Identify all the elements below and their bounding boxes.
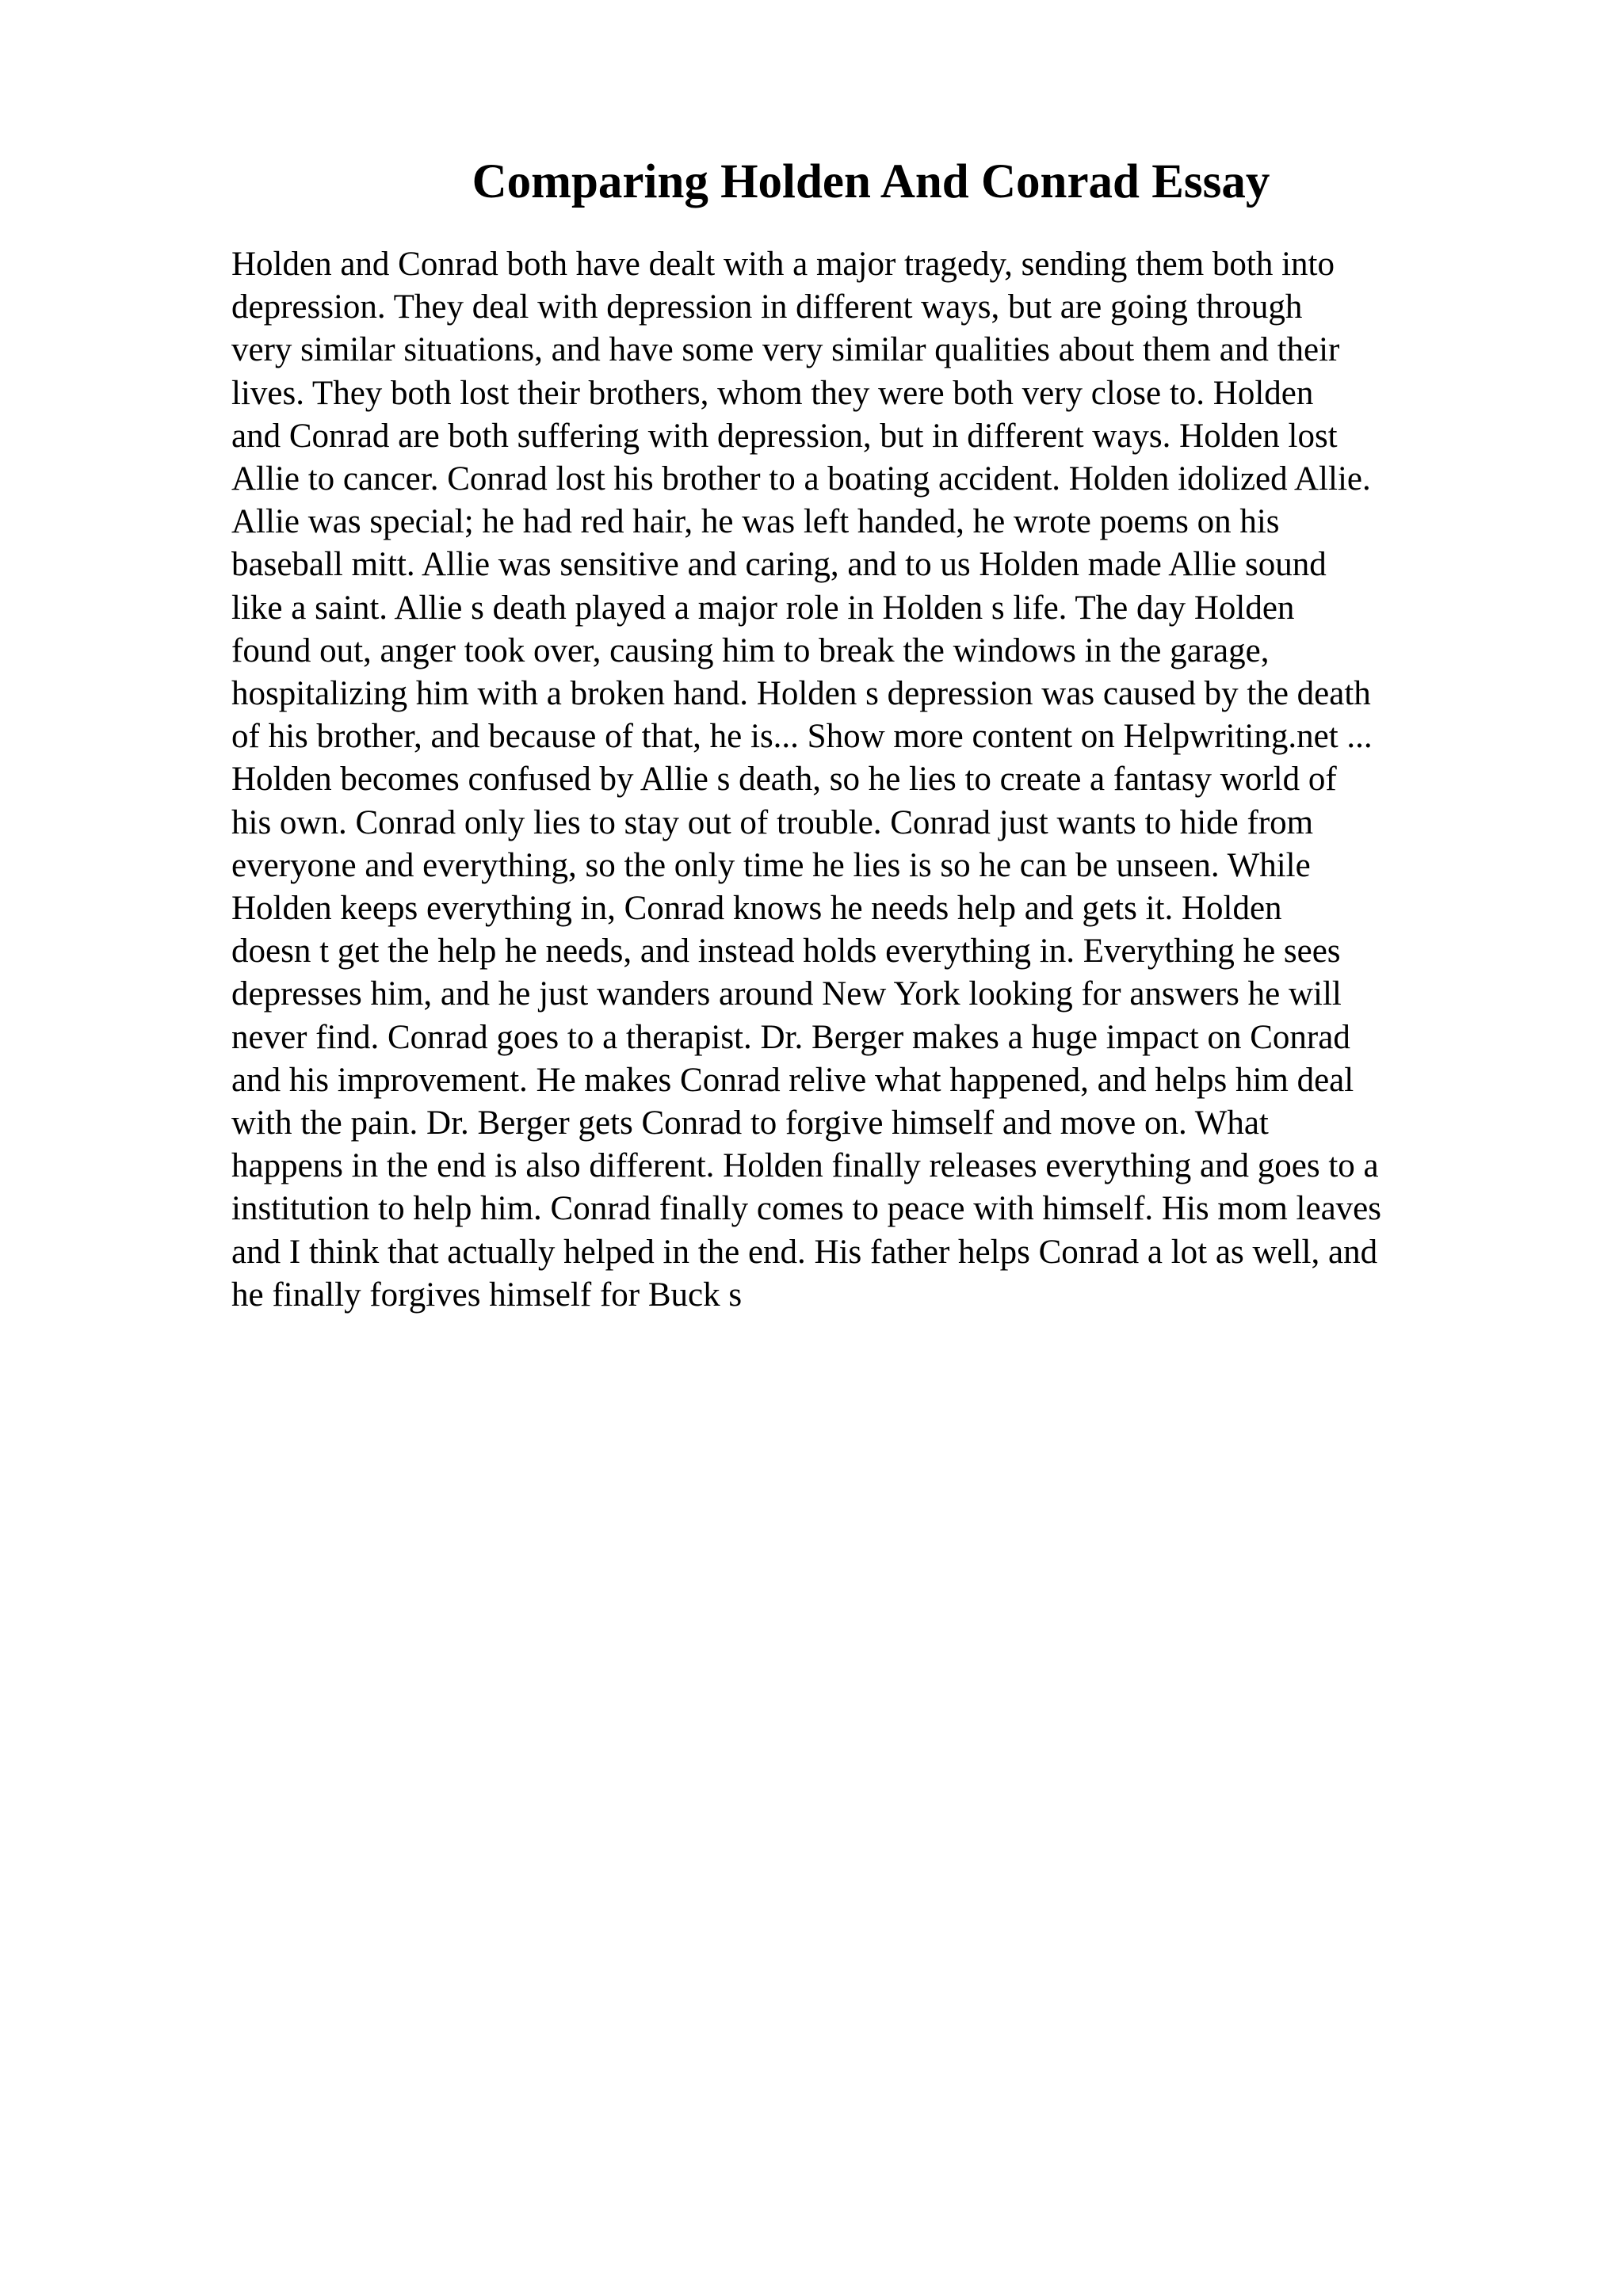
essay-line: institution to help him. Conrad finally comes to peace with himself. His mom leaves — [231, 1190, 1381, 1228]
essay-line: and Conrad are both suffering with depression, but in different ways. Holden lost — [231, 417, 1338, 455]
essay-line: Allie was special; he had red hair, he was left handed, he wrote poems on his — [231, 503, 1280, 541]
essay-body — [231, 243, 1499, 1317]
essay-line: Holden keeps everything in, Conrad knows he needs help and gets it. Holden — [231, 890, 1282, 928]
page-title: Comparing Holden And Conrad Essay — [472, 155, 1270, 208]
essay-line: never find. Conrad goes to a therapist. Dr. Berger makes a huge impact on Conrad — [231, 1018, 1350, 1056]
essay-line: Allie to cancer. Conrad lost his brother to a boating accident. Holden idolized Allie. — [231, 460, 1371, 498]
essay-line: he finally forgives himself for Buck s — [231, 1276, 743, 1314]
essay-line: Holden becomes confused by Allie s death, so he lies to create a fantasy world of — [231, 761, 1337, 799]
essay-line: like a saint. Allie s death played a major role in Holden s life. The day Holden — [231, 589, 1295, 627]
essay-line: his own. Conrad only lies to stay out of trouble. Conrad just wants to hide from — [231, 803, 1314, 841]
essay-line: found out, anger took over, causing him to break the windows in the garage, — [231, 631, 1270, 669]
essay-line: doesn t get the help he needs, and instead holds everything in. Everything he sees — [231, 933, 1341, 971]
essay-line: baseball mitt. Allie was sensitive and caring, and to us Holden made Allie sound — [231, 546, 1327, 584]
essay-line: lives. They both lost their brothers, whom they were both very close to. Holden — [231, 374, 1314, 412]
essay-line: depression. They deal with depression in different ways, but are going through — [231, 288, 1303, 326]
essay-line: with the pain. Dr. Berger gets Conrad to forgive himself and move on. What — [231, 1104, 1269, 1142]
essay-line: of his brother, and because of that, he is... Show more content on Helpwriting.net ... — [231, 718, 1373, 756]
essay-line: everyone and everything, so the only time he lies is so he can be unseen. While — [231, 846, 1311, 884]
essay-line: and his improvement. He makes Conrad relive what happened, and helps him deal — [231, 1061, 1354, 1099]
essay-line: hospitalizing him with a broken hand. Holden s depression was caused by the death — [231, 675, 1371, 713]
essay-line: very similar situations, and have some very similar qualities about them and their — [231, 331, 1340, 369]
essay-line: depresses him, and he just wanders around New York looking for answers he will — [231, 975, 1342, 1013]
essay-line: and I think that actually helped in the end. His father helps Conrad a lot as well, and — [231, 1233, 1378, 1271]
essay-line: happens in the end is also different. Holden finally releases everything and goes to a — [231, 1147, 1379, 1185]
essay-line: Holden and Conrad both have dealt with a major tragedy, sending them both into — [231, 246, 1335, 283]
